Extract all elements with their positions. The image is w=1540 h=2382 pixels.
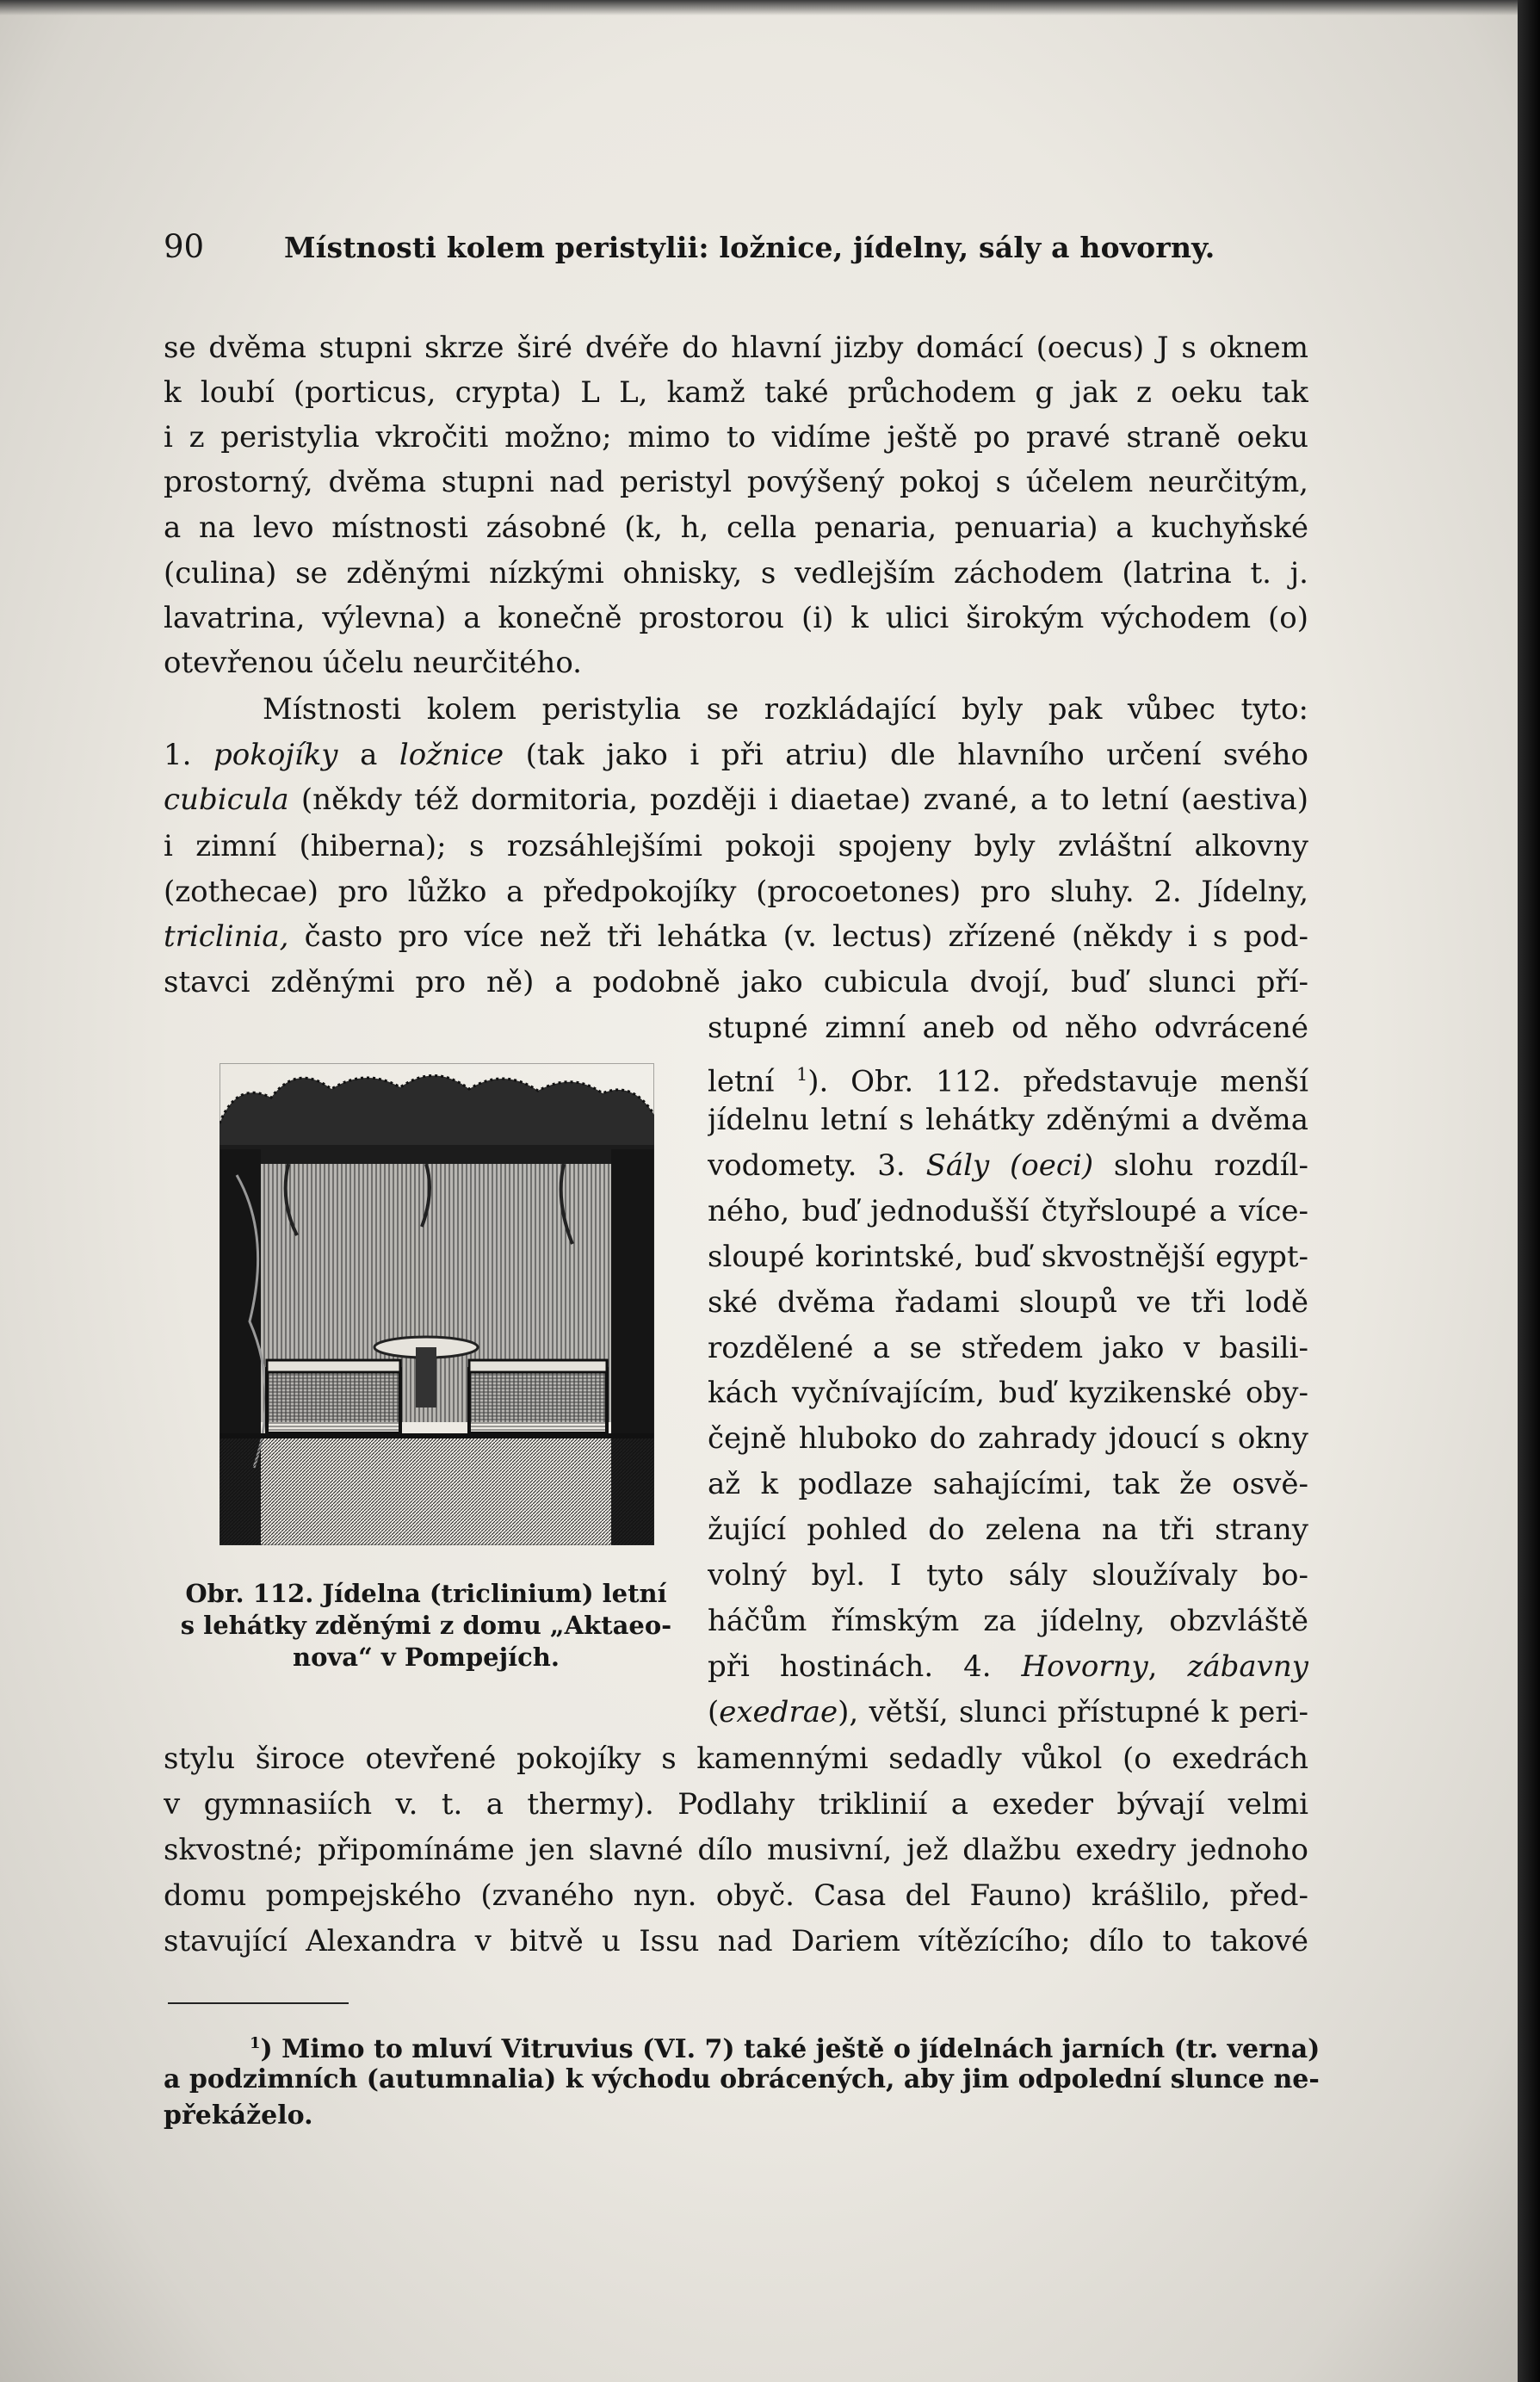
- text-line: [708, 1052, 1308, 1097]
- text-line: [708, 1644, 1308, 1689]
- text-run: ), větší, slunci přístupné k peri-: [838, 1695, 1308, 1729]
- italic-term: Sály (oeci): [925, 1148, 1094, 1183]
- text-run: vodomety. 3.: [708, 1148, 926, 1183]
- running-head-title: Místnosti kolem peristylii: ložnice, jídelny, sály a hovorny.: [284, 231, 1215, 264]
- text-run: ) Mimo to mluví Vitruvius (VI. 7) také ještě o jídelnách jarních (tr. verna): [260, 2034, 1320, 2064]
- text-run: při hostinách. 4.: [708, 1649, 1022, 1684]
- italic-term: Hovorny: [1021, 1649, 1148, 1684]
- italic-term: triclinia,: [164, 919, 289, 954]
- italic-term: ložnice: [399, 738, 504, 772]
- footnote-line: [250, 2026, 1320, 2064]
- text-line: Místnosti kolem peristylia se rozkládající byly pak vůbec tyto:: [263, 692, 1308, 727]
- text-line: [164, 777, 1308, 822]
- pergola-beam: [220, 1145, 654, 1164]
- text-line: prostorný, dvěma stupni nad peristyl povýšený pokoj s účelem neurčitým,: [164, 465, 1308, 499]
- text-line: rozdělené a se středem jako v basili-: [708, 1331, 1308, 1365]
- italic-term: exedrae: [719, 1695, 838, 1729]
- text-line: stavující Alexandra v bitvě u Issu nad Dariem vítězícího; dílo to takové: [164, 1924, 1308, 1958]
- text-line: otevřenou účelu neurčitého.: [164, 646, 582, 680]
- running-head: [164, 228, 1326, 271]
- text-line: domu pompejského (zvaného nyn. obyč. Casa del Fauno) krášlilo, před-: [164, 1878, 1308, 1913]
- footnote-ref: 1: [796, 1064, 808, 1085]
- triclinium-engraving: [220, 1063, 654, 1545]
- text-line: [708, 1690, 1308, 1735]
- text-line: háčům římským za jídelny, obzvláště: [708, 1604, 1308, 1638]
- page-number: 90: [164, 228, 205, 265]
- text-line: kách vyčnívajícím, buď kyzikenské oby-: [708, 1376, 1308, 1410]
- text-line: stylu široce otevřené pokojíky s kamennými sedadly vůkol (o exedrách: [164, 1742, 1308, 1776]
- masonry-couch-left: [267, 1369, 400, 1433]
- table-pedestal: [416, 1347, 436, 1408]
- ground: [220, 1433, 654, 1545]
- text-line: [164, 914, 1308, 959]
- footnote-marker: 1: [250, 2034, 261, 2052]
- italic-term: pokojíky: [213, 738, 338, 772]
- text-line: žující pohled do zelena na tři strany: [708, 1513, 1308, 1547]
- figure-caption: [164, 1578, 689, 1674]
- text-line: až k podlaze sahajícími, tak že osvě-: [708, 1467, 1308, 1501]
- text-line: stavci zděnými pro ně) a podobně jako cubicula dvojí, buď slunci pří-: [164, 965, 1308, 999]
- text-run: 1.: [164, 738, 213, 772]
- text-line: ného, buď jednodušší čtyřsloupé a více-: [708, 1194, 1308, 1228]
- text-line: sloupé korintské, buď skvostnější egypt-: [708, 1240, 1308, 1274]
- text-line: ské dvěma řadami sloupů ve tři lodě: [708, 1285, 1308, 1320]
- text-run: (: [708, 1695, 720, 1729]
- text-line: i z peristylia vkročiti možno; mimo to vidíme ještě po pravé straně oeku: [164, 420, 1308, 455]
- footnote-line: překáželo.: [164, 2100, 313, 2131]
- text-run: (někdy též dormitoria, později i diaetae) zvané, a to letní (aestiva): [288, 783, 1308, 817]
- text-line: a na levo místnosti zásobné (k, h, cella penaria, penuaria) a kuchyňské: [164, 510, 1308, 545]
- text-run: ). Obr. 112. představuje menší: [807, 1064, 1308, 1097]
- text-run: letní: [708, 1064, 797, 1097]
- text-run: a: [337, 738, 399, 772]
- text-line: k loubí (porticus, crypta) L L, kamž také průchodem g jak z oeku tak: [164, 375, 1308, 410]
- text-line: se dvěma stupni skrze širé dvéře do hlavní jizby domácí (oecus) J s oknem: [164, 331, 1308, 365]
- text-line: i zimní (hiberna); s rozsáhlejšími pokoji spojeny byly zvláštní alkovny: [164, 829, 1308, 863]
- caption-line: Obr. 112. Jídelna (triclinium) letní: [185, 1579, 667, 1608]
- footnote-rule: [168, 2002, 349, 2004]
- text-line: volný byl. I tyto sály sloužívaly bo-: [708, 1558, 1308, 1593]
- text-line: [708, 1143, 1308, 1188]
- masonry-couch-right: [469, 1369, 607, 1433]
- caption-line: s lehátky zděnými z domu „Aktaeo-: [180, 1611, 672, 1640]
- scan-edge-right: [1518, 0, 1540, 2382]
- text-run: slohu rozdíl-: [1093, 1148, 1308, 1183]
- text-line: skvostné; připomínáme jen slavné dílo musivní, jež dlažbu exedry jednoho: [164, 1833, 1308, 1867]
- italic-term: cubicula: [164, 783, 289, 817]
- footnote-line: a podzimních (autumnalia) k východu obrácených, aby jim odpolední slunce ne-: [164, 2064, 1320, 2094]
- italic-term: zábavny: [1187, 1649, 1308, 1684]
- text-run: často pro více než tři lehátka (v. lectus) zřízené (někdy i s pod-: [288, 919, 1308, 954]
- text-line: lavatrina, výlevna) a konečně prostorou (i) k ulici širokým východem (o): [164, 601, 1308, 635]
- caption-line: nova“ v Pompejích.: [293, 1643, 560, 1672]
- scan-edge-top: [0, 0, 1540, 15]
- text-line: (culina) se zděnými nízkými ohnisky, s vedlejším záchodem (latrina t. j.: [164, 556, 1308, 591]
- text-line: [164, 733, 1308, 777]
- text-line: (zothecae) pro lůžko a předpokojíky (procoetones) pro sluhy. 2. Jídelny,: [164, 875, 1308, 909]
- text-line: v gymnasiích v. t. a thermy). Podlahy triklinií a exeder bývají velmi: [164, 1787, 1308, 1822]
- text-line: stupné zimní aneb od něho odvrácené: [708, 1011, 1308, 1045]
- text-line: jídelnu letní s lehátky zděnými a dvěma: [708, 1103, 1308, 1137]
- text-run: ,: [1147, 1649, 1188, 1684]
- text-line: čejně hluboko do zahrady jdoucí s okny: [708, 1421, 1308, 1456]
- text-run: (tak jako i při atriu) dle hlavního určení svého: [504, 738, 1308, 772]
